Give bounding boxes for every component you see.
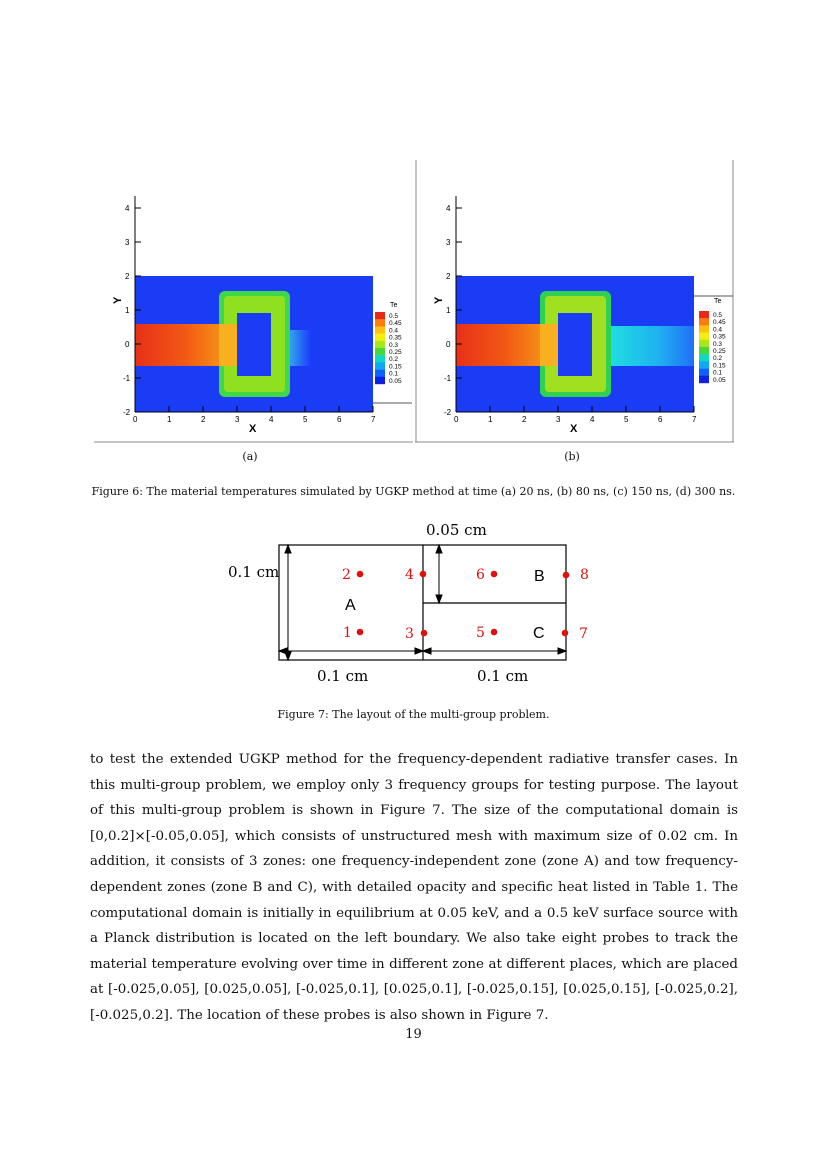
legend-level-label: 0.15 — [713, 362, 726, 370]
xtick-label: 4 — [590, 415, 595, 424]
xtick-label: 5 — [624, 415, 629, 424]
legend-swatch — [699, 318, 709, 325]
colorbar-legend — [699, 298, 726, 384]
probe-marker-2 — [357, 571, 364, 578]
colorbar-legend — [375, 302, 402, 385]
xtick-label: 6 — [658, 415, 663, 424]
probe-label-8: 8 — [580, 567, 589, 583]
probe-label-6: 6 — [476, 567, 485, 583]
figure-7-diagram — [220, 515, 620, 690]
figure-6a-panel — [94, 160, 413, 443]
xtick-label: 7 — [692, 415, 697, 424]
ytick-label: 3 — [446, 238, 451, 247]
page-number: 19 — [405, 1027, 422, 1042]
ytick-label: 4 — [446, 204, 451, 213]
dim-label-bottom-right: 0.1 cm — [477, 667, 529, 685]
legend-level-label: 0.5 — [713, 312, 723, 319]
dim-label-top: 0.05 cm — [426, 521, 487, 539]
legend-swatch — [699, 340, 709, 347]
legend-swatch — [375, 326, 385, 333]
xtick-label: 7 — [371, 415, 376, 424]
probe-marker-1 — [357, 629, 364, 636]
legend-swatch — [699, 333, 709, 340]
probe-marker-6 — [491, 571, 498, 578]
legend-level-label: 0.25 — [713, 348, 726, 355]
legend-swatch — [699, 311, 709, 318]
legend-swatch — [699, 376, 709, 383]
ytick-label: -2 — [444, 408, 452, 417]
legend-swatch — [375, 312, 385, 319]
legend-title: Te — [714, 298, 722, 305]
ytick-label: 1 — [446, 306, 451, 315]
figure-7-caption: Figure 7: The layout of the multi-group problem. — [277, 708, 550, 721]
probe-marker-5 — [491, 629, 498, 636]
ytick-label: 1 — [125, 306, 130, 315]
xtick-label: 2 — [201, 415, 206, 424]
xtick-label: 1 — [488, 415, 493, 424]
legend-level-label: 0.3 — [713, 340, 723, 348]
legend-swatch — [375, 362, 385, 369]
legend-level-label: 0.05 — [713, 376, 726, 384]
probe-label-7: 7 — [579, 626, 588, 642]
legend-swatch — [699, 325, 709, 332]
x-axis-label: X — [570, 423, 578, 435]
ytick-label: 3 — [125, 238, 130, 247]
legend-level-label: 0.4 — [713, 326, 723, 334]
probe-label-5: 5 — [476, 625, 485, 641]
body-paragraph: to test the extended UGKP method for the frequency-dependent radiative transfer cases. In this multi-group problem, we employ only 3 frequency groups for testing purpose. The layout of this multi-group problem is shown in Figure 7. The size of the computational domain is [0,0.2]×[-0.05,0.05], which consists of unstructured mesh with maximum size of 0.02 cm. In addition, it consists of 3 zones: one frequency-independent zone (zone A) and tow frequency-dependent zones (zone B and C), with detailed opacity and specific heat listed in Table 1. The computational domain is initially in equilibrium at 0.05 keV, and a 0.5 keV surface source with a Planck distribution is located on the left boundary. We also take eight probes to track the material temperature evolving over time in different zone at different places, which are placed at [-0.025,0.05], [0.025,0.05], [-0.025,0.1], [0.025,0.1], [-0.025,0.15], [0.025,0.15], [-0.025,0.2], [-0.025,0.2]. The location of these probes is also shown in Figure 7. — [90, 752, 738, 1023]
legend-level-label: 0.05 — [389, 377, 402, 385]
ytick-label: 2 — [446, 272, 451, 281]
legend-swatch — [699, 354, 709, 361]
xtick-label: 0 — [454, 415, 459, 424]
legend-level-label: 0.1 — [713, 369, 723, 377]
legend-level-label: 0.5 — [389, 313, 399, 320]
xtick-label: 6 — [337, 415, 342, 424]
probe-label-1: 1 — [343, 625, 352, 641]
probe-label-2: 2 — [342, 567, 351, 583]
legend-level-label: 0.35 — [389, 334, 402, 342]
dim-label-left: 0.1 cm — [228, 563, 280, 581]
legend-level-label: 0.45 — [389, 320, 402, 328]
legend-swatch — [375, 377, 385, 384]
legend-swatch — [375, 370, 385, 377]
xtick-label: 1 — [167, 415, 172, 424]
ytick-label: -1 — [123, 374, 131, 383]
probe-marker-8 — [563, 572, 570, 579]
x-axis-label: X — [249, 423, 257, 435]
xtick-label: 0 — [133, 415, 138, 424]
frame-hole — [237, 313, 271, 376]
legend-level-label: 0.3 — [389, 341, 399, 349]
legend-level-label: 0.2 — [389, 356, 399, 364]
legend-level-label: 0.25 — [389, 349, 402, 356]
ytick-label: 4 — [125, 204, 130, 213]
legend-swatch — [375, 341, 385, 348]
dim-label-bottom-left: 0.1 cm — [317, 667, 369, 685]
probe-label-4: 4 — [405, 567, 414, 583]
subfigure-label-b: (b) — [564, 450, 580, 463]
legend-level-label: 0.35 — [713, 333, 726, 341]
xtick-label: 3 — [556, 415, 561, 424]
ytick-label: -2 — [123, 408, 131, 417]
xtick-label: 4 — [269, 415, 274, 424]
ytick-label: -1 — [444, 374, 452, 383]
y-axis-label: Y — [112, 296, 124, 304]
legend-level-label: 0.15 — [389, 363, 402, 371]
figure-6-caption: Figure 6: The material temperatures simulated by UGKP method at time (a) 20 ns, (b) 80 ns, (c) 150 ns, (d) 300 ns. — [91, 485, 736, 498]
zone-label-a: A — [345, 597, 356, 614]
frame-hole — [558, 313, 592, 376]
zone-label-c: C — [533, 625, 545, 642]
legend-swatch — [699, 347, 709, 354]
probe-marker-7 — [562, 630, 569, 637]
ytick-label: 0 — [125, 340, 130, 349]
probe-label-3: 3 — [405, 626, 414, 642]
subfigure-label-a: (a) — [242, 450, 258, 463]
figure-6b-plot — [415, 160, 734, 443]
probe-marker-4 — [420, 571, 427, 578]
figure-6b-panel — [415, 160, 734, 443]
legend-swatch — [375, 348, 385, 355]
ytick-label: 2 — [125, 272, 130, 281]
legend-swatch — [375, 319, 385, 326]
legend-swatch — [375, 355, 385, 362]
figure-6a-plot — [94, 160, 413, 443]
legend-level-label: 0.1 — [389, 370, 399, 378]
ytick-label: 0 — [446, 340, 451, 349]
legend-title: Te — [390, 302, 398, 309]
probe-marker-3 — [421, 630, 428, 637]
xtick-label: 2 — [522, 415, 527, 424]
legend-level-label: 0.45 — [713, 319, 726, 327]
legend-swatch — [699, 369, 709, 376]
legend-swatch — [375, 334, 385, 341]
legend-swatch — [699, 361, 709, 368]
xtick-label: 3 — [235, 415, 240, 424]
zone-label-b: B — [534, 568, 545, 585]
legend-level-label: 0.4 — [389, 327, 399, 335]
radiation-tail — [608, 326, 694, 366]
y-axis-label: Y — [433, 296, 445, 304]
legend-level-label: 0.2 — [713, 355, 723, 363]
xtick-label: 5 — [303, 415, 308, 424]
